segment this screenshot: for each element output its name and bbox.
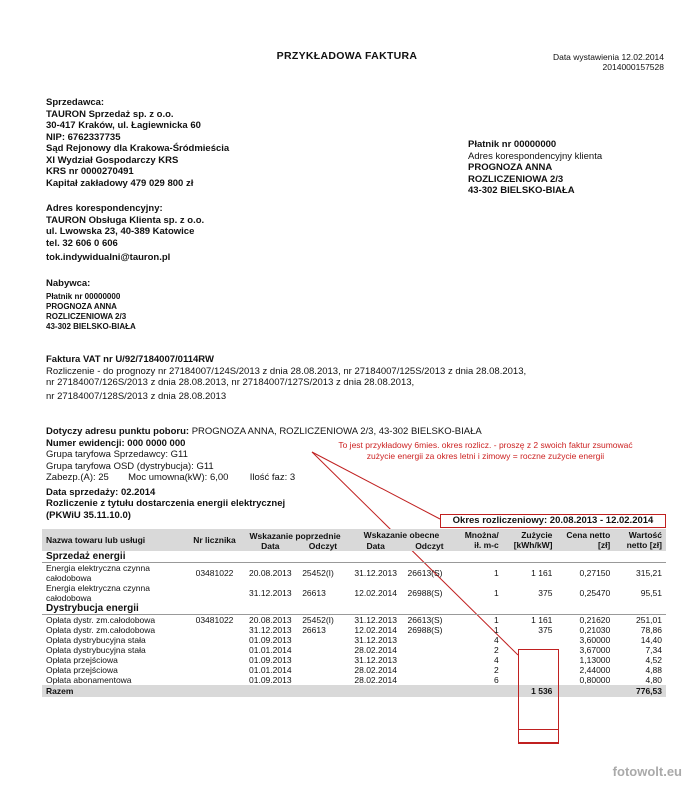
- seller-line: NIP: 6762337735: [46, 131, 121, 143]
- cell-usage: 375: [538, 588, 553, 598]
- col-meter: Nr licznika: [193, 535, 236, 545]
- cell-meter: [187, 625, 243, 635]
- buyer-line: ROZLICZENIOWA 2/3: [46, 312, 127, 321]
- cell-meter: [187, 635, 243, 645]
- cell-prev-read: [298, 665, 348, 675]
- cell-multiplier: 1: [493, 615, 499, 625]
- correspondence-email: tok.indywidualni@tauron.pl: [46, 252, 171, 263]
- cell-curr-date: 31.12.2013: [354, 655, 397, 665]
- col-price: Cena netto [zł]: [566, 530, 611, 550]
- section-distribution: [42, 603, 666, 615]
- cell-curr-read: [404, 675, 456, 685]
- cell-curr-read: 26613(S): [407, 568, 443, 578]
- payer-label: Adres korespondencyjny klienta: [468, 150, 603, 162]
- annotation-line: zużycie energii za okres letni i zimowy = roczne zużycie energii: [366, 450, 605, 461]
- seller-line: Sąd Rejonowy dla Krakowa-Śródmieścia: [46, 143, 230, 154]
- table-row: [42, 665, 666, 675]
- cell-prev-date: 20.08.2013: [249, 568, 292, 578]
- seller-line: XI Wydział Gospodarczy KRS: [46, 154, 179, 166]
- cell-price: 0,80000: [579, 675, 611, 685]
- cell-multiplier: 4: [493, 635, 499, 645]
- cell-multiplier: 2: [493, 665, 499, 675]
- watermark: fotowolt.eu: [612, 764, 682, 779]
- cell-curr-read: [404, 655, 456, 665]
- sales-rows: [42, 563, 666, 604]
- cell-prev-read: 25452(I): [302, 615, 334, 625]
- total-usage: 1 536: [531, 686, 553, 696]
- cell-multiplier: 4: [493, 655, 499, 665]
- col-name: Nazwa towaru lub usługi: [46, 535, 146, 545]
- seller-line: Kapitał zakładowy 479 029 800 zł: [46, 177, 194, 189]
- correspondence-heading: Adres korespondencyjny:: [46, 203, 163, 214]
- table-header: [42, 529, 666, 541]
- table-row: [42, 635, 666, 645]
- payer-city: 43-302 BIELSKO-BIAŁA: [468, 185, 575, 196]
- total-label: Razem: [46, 686, 74, 696]
- cell-prev-date: 20.08.2013: [249, 615, 292, 625]
- tariff-osd: Grupa taryfowa OSD (dystrybucja): G11: [46, 460, 214, 472]
- col-current: Wskazanie obecne: [363, 530, 440, 540]
- invoice-table: [42, 529, 666, 697]
- cell-meter: 03481022: [195, 615, 234, 625]
- col-previous: Wskazanie poprzednie: [249, 531, 341, 541]
- cell-name: Energia elektryczna czynna całodobowa: [46, 583, 150, 603]
- cell-value: 7,34: [645, 645, 662, 655]
- delivery-point-label: Dotyczy adresu punktu poboru:: [46, 426, 190, 437]
- buyer-line: Płatnik nr 00000000: [46, 292, 121, 301]
- contract-power: Moc umowna(kW): 6,00: [128, 472, 229, 483]
- correspondence-line: ul. Lwowska 23, 40-389 Katowice: [46, 226, 195, 237]
- section-title: Dystrybucja energii: [42, 603, 666, 615]
- document-number: 2014000157528: [602, 62, 664, 72]
- total-value: 776,53: [636, 686, 662, 696]
- cell-usage: 1 161: [531, 615, 553, 625]
- cell-prev-read: [298, 635, 348, 645]
- col-value: Wartość netto [zł]: [626, 530, 662, 550]
- cell-value: 315,21: [636, 568, 662, 578]
- cell-curr-read: [404, 665, 456, 675]
- cell-curr-date: 31.12.2013: [354, 615, 397, 625]
- cell-prev-date: 01.09.2013: [249, 675, 292, 685]
- col-usage: Zużycie [kWh/kW]: [513, 530, 553, 550]
- table-row: [42, 563, 666, 584]
- cell-value: 14,40: [640, 635, 662, 645]
- cell-value: 251,01: [636, 615, 662, 625]
- cell-value: 78,86: [640, 625, 662, 635]
- cell-prev-date: 01.09.2013: [249, 655, 292, 665]
- distribution-rows: [42, 615, 666, 686]
- buyer-heading: Nabywca:: [46, 278, 91, 289]
- total-row: [42, 685, 666, 697]
- section-title: Sprzedaż energii: [42, 551, 666, 563]
- cell-name: Opłata przejściowa: [46, 655, 118, 665]
- seller-line: TAURON Sprzedaż sp. z o.o.: [46, 108, 174, 120]
- cell-curr-date: 12.02.2014: [354, 588, 397, 598]
- invoice-line: nr 27184007/126S/2013 z dnia 28.08.2013, nr 27184007/127S/2013 z dnia 28.08.2013,: [46, 377, 415, 388]
- phase-count: Ilość faz: 3: [249, 472, 296, 483]
- settlement-title: Rozliczenie z tytułu dostarczenia energii elektrycznej: [46, 498, 286, 509]
- pkwiu-code: (PKWiU 35.11.10.0): [46, 509, 131, 521]
- payer-number: Płatnik nr 00000000: [468, 139, 557, 150]
- buyer-line: 43-302 BIELSKO-BIAŁA: [46, 322, 136, 331]
- table-row: [42, 655, 666, 665]
- cell-curr-date: 28.02.2014: [354, 665, 397, 675]
- cell-meter: [187, 675, 243, 685]
- cell-prev-read: 25452(I): [302, 568, 334, 578]
- cell-price: 1,13000: [579, 655, 611, 665]
- cell-name: Opłata dystr. zm.całodobowa: [46, 625, 156, 635]
- cell-meter: [187, 645, 243, 655]
- cell-prev-read: 26613: [302, 588, 326, 598]
- settlement-period: Okres rozliczeniowy: 20.08.2013 - 12.02.2014: [440, 514, 666, 528]
- annotation-line: To jest przykładowy 6mies. okres rozlicz. - proszę z 2 swoich faktur zsumować: [338, 440, 633, 450]
- invoice-title: PRZYKŁADOWA FAKTURA: [276, 50, 418, 62]
- cell-multiplier: 1: [493, 625, 499, 635]
- cell-name: Opłata przejściowa: [46, 665, 118, 675]
- cell-prev-date: 31.12.2013: [249, 588, 292, 598]
- invoice-line: nr 27184007/128S/2013 z dnia 28.08.2013: [46, 390, 227, 402]
- issue-date: Data wystawienia 12.02.2014: [552, 52, 664, 62]
- cell-meter: 03481022: [195, 568, 234, 578]
- cell-curr-read: 26613(S): [407, 615, 443, 625]
- cell-curr-date: 28.02.2014: [354, 675, 397, 685]
- evidence-number: Numer ewidencji: 000 0000 000: [46, 437, 186, 449]
- cell-price: 0,27150: [579, 568, 611, 578]
- cell-prev-date: 01.01.2014: [249, 645, 292, 655]
- cell-curr-read: 26988(S): [407, 588, 443, 598]
- cell-price: 3,67000: [579, 645, 611, 655]
- cell-value: 4,80: [645, 675, 662, 685]
- cell-curr-date: 31.12.2013: [354, 635, 397, 645]
- cell-curr-date: 31.12.2013: [354, 568, 397, 578]
- cell-name: Opłata dystrybucyjna stała: [46, 635, 146, 645]
- cell-multiplier: 2: [493, 645, 499, 655]
- table-row: [42, 645, 666, 655]
- cell-prev-read: [298, 655, 348, 665]
- table-row: [42, 625, 666, 635]
- cell-multiplier: 1: [493, 588, 499, 598]
- col-curr-date: Data: [366, 541, 385, 551]
- cell-value: 95,51: [640, 588, 662, 598]
- cell-curr-read: [404, 645, 456, 655]
- table-row: [42, 615, 666, 626]
- payer-street: ROZLICZENIOWA 2/3: [468, 173, 564, 185]
- cell-prev-read: [298, 675, 348, 685]
- cell-multiplier: 1: [493, 568, 499, 578]
- correspondence-line: tel. 32 606 0 606: [46, 237, 118, 249]
- col-prev-date: Data: [261, 541, 280, 551]
- cell-curr-read: [404, 635, 456, 645]
- seller-line: 30-417 Kraków, ul. Łagiewnicka 60: [46, 120, 201, 131]
- delivery-point-address: PROGNOZA ANNA, ROZLICZENIOWA 2/3, 43-302 BIELSKO-BIAŁA: [191, 426, 482, 437]
- cell-meter: [187, 665, 243, 675]
- section-sales: [42, 551, 666, 563]
- cell-price: 2,44000: [579, 665, 611, 675]
- cell-price: 3,60000: [579, 635, 611, 645]
- seller-line: KRS nr 0000270491: [46, 166, 134, 177]
- cell-price: 0,21030: [579, 625, 611, 635]
- cell-multiplier: 6: [493, 675, 499, 685]
- invoice-number: Faktura VAT nr U/92/7184007/0114RW: [46, 354, 214, 365]
- cell-curr-read: 26988(S): [407, 625, 443, 635]
- arrow-to-period: [312, 452, 440, 519]
- cell-prev-date: 31.12.2013: [249, 625, 292, 635]
- correspondence-line: TAURON Obsługa Klienta sp. z o.o.: [46, 214, 205, 226]
- cell-name: Opłata dystrybucyjna stała: [46, 645, 146, 655]
- cell-usage: [503, 635, 557, 645]
- table-row: [42, 675, 666, 685]
- cell-name: Opłata dystr. zm.całodobowa: [46, 615, 156, 625]
- cell-usage: 375: [538, 625, 553, 635]
- cell-prev-read: [298, 645, 348, 655]
- cell-name: Opłata abonamentowa: [46, 675, 132, 685]
- invoice-line: Rozliczenie - do prognozy nr 27184007/124S/2013 z dnia 28.08.2013, nr 27184007/125S/2013 z dnia 28.08.2013,: [46, 365, 527, 377]
- tariff-seller: Grupa taryfowa Sprzedawcy: G11: [46, 449, 188, 460]
- cell-meter: [187, 583, 243, 603]
- cell-name: Energia elektryczna czynna całodobowa: [46, 563, 150, 583]
- cell-usage: 1 161: [531, 568, 553, 578]
- cell-price: 0,25470: [579, 588, 611, 598]
- cell-prev-date: 01.09.2013: [249, 635, 292, 645]
- cell-price: 0,21620: [579, 615, 611, 625]
- cell-curr-date: 12.02.2014: [354, 625, 397, 635]
- cell-prev-date: 01.01.2014: [249, 665, 292, 675]
- buyer-line: PROGNOZA ANNA: [46, 302, 117, 311]
- fuse-rating: Zabezp.(A): 25: [46, 472, 109, 483]
- cell-value: 4,88: [645, 665, 662, 675]
- col-multiplier: Mnożna/ ił. m-c: [464, 530, 499, 550]
- cell-prev-read: 26613: [302, 625, 326, 635]
- cell-curr-date: 28.02.2014: [354, 645, 397, 655]
- sale-date: Data sprzedaży: 02.2014: [46, 486, 156, 498]
- payer-name: PROGNOZA ANNA: [468, 162, 553, 173]
- total-usage-highlight: [518, 729, 559, 743]
- table-row: [42, 583, 666, 603]
- col-prev-read: Odczyt: [308, 541, 338, 551]
- cell-meter: [187, 655, 243, 665]
- col-curr-read: Odczyt: [415, 541, 444, 551]
- cell-value: 4,52: [645, 655, 662, 665]
- seller-heading: Sprzedawca:: [46, 97, 105, 108]
